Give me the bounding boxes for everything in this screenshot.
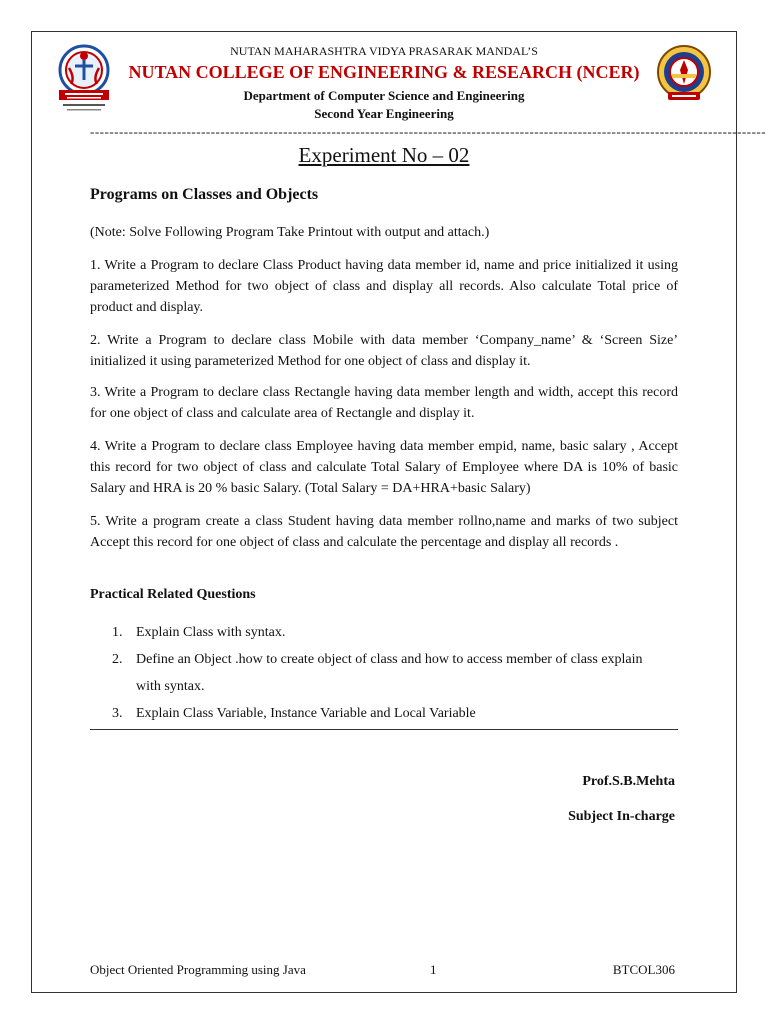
horizontal-rule [90,729,678,730]
list-item [112,619,652,646]
department-name: Department of Computer Science and Engineering [243,88,525,103]
practical-questions-list [112,619,652,727]
list-item-text: Define an Object .how to create object of class and how to access member of class explain with syntax. [136,652,643,694]
list-item-number: 3. [112,706,123,721]
list-item-text: Explain Class Variable, Instance Variable and Local Variable [136,706,476,721]
question-3: 3. Write a Program to declare class Rectangle having data member length and width, accept this record for one object of class and calculate area of Rectangle and display it. [90,385,678,421]
question-4: 4. Write a Program to declare class Employee having data member empid, name, basic salary , Accept this record for two object of class and calculate Total Salary of Employee where DA is 10% of basic Salary and HRA is 20 % basic Salary. (Total Salary = DA+HRA+basic Salary) [90,439,678,496]
practical-questions-title: Practical Related Questions [90,587,256,602]
footer-subject: Object Oriented Programming using Java [90,962,306,977]
section-title: Programs on Classes and Objects [90,186,319,203]
college-name: NUTAN COLLEGE OF ENGINEERING & RESEARCH (NCER) [128,62,640,82]
question-1: 1. Write a Program to declare Class Product having data member id, name and price initialized it using parameterized Method for two object of class and display all records. Also calculate Total price of product and display. [90,258,678,315]
experiment-title-text: Experiment No – 02 [298,143,470,167]
list-item-number: 1. [112,625,123,640]
list-item [112,646,652,700]
footer-page-number: 1 [430,962,437,977]
experiment-title [0,143,768,168]
list-item [112,700,652,727]
footer-course-code: BTCOL306 [612,962,675,977]
dashed-separator: -------------------------------------------------------------------------------------------------------------------------------------------- [90,124,767,139]
year-label: Second Year Engineering [314,106,454,121]
signatory-name: Prof.S.B.Mehta [582,774,675,789]
question-5: 5. Write a program create a class Student having data member rollno,name and marks of two subject Accept this record for one object of class and calculate the percentage and display all records . [90,514,678,550]
mandal-name: NUTAN MAHARASHTRA VIDYA PRASARAK MANDAL’S [230,44,538,58]
list-item-text: Explain Class with syntax. [136,625,286,640]
question-2: 2. Write a Program to declare class Mobile with data member ‘Company_name’ & ‘Screen Size’ initialized it using parameterized Method for one object of class and display it. [90,333,678,369]
note-text: (Note: Solve Following Program Take Printout with output and attach.) [90,225,490,240]
list-item-number: 2. [112,652,123,667]
signatory-role: Subject In-charge [568,809,675,824]
